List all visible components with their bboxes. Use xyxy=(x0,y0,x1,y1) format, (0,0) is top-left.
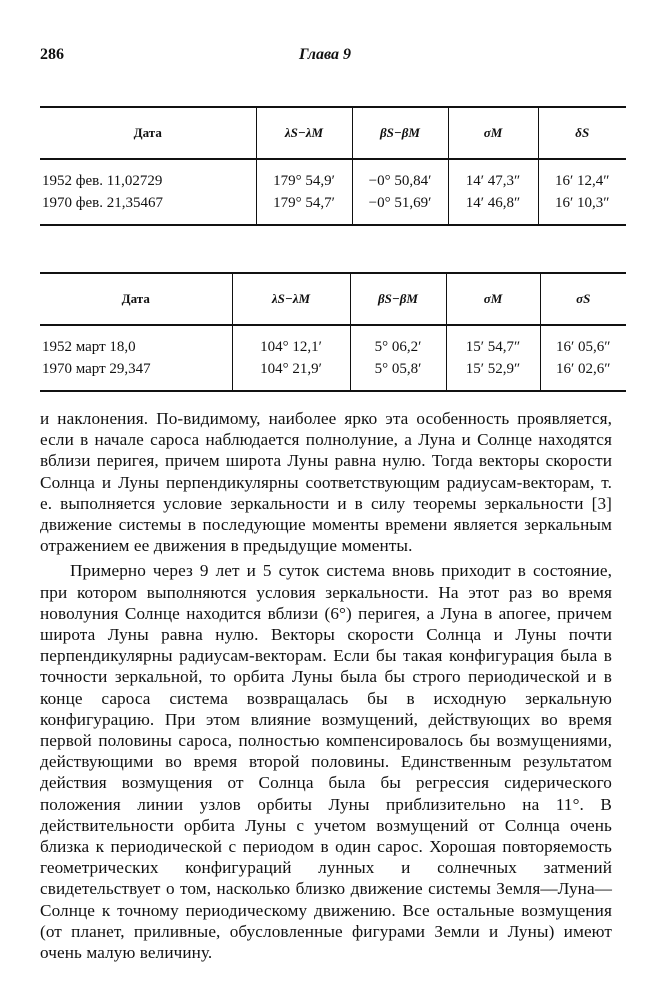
table-cell: −0° 50,84′ xyxy=(352,170,448,192)
table-cell: 16′ 02,6″ xyxy=(540,358,626,380)
table-cell: 14′ 47,3″ xyxy=(448,170,538,192)
table-row xyxy=(40,358,626,380)
table-cell: 1952 фев. 11,02729 xyxy=(42,172,163,189)
column-header: Дата xyxy=(40,107,256,159)
table-cell: 14′ 46,8″ xyxy=(448,192,538,214)
table-cell: 15′ 54,7″ xyxy=(446,336,540,358)
column-header: δS xyxy=(538,107,626,159)
table-cell: 1952 март 18,0 xyxy=(42,338,136,355)
table-row xyxy=(40,192,626,214)
paragraph: Примерно через 9 лет и 5 суток система вновь приходит в состояние, при котором выполняются условия зеркальности. На этот раз во время новолуния Солнце находится вблизи (6°) перигея, а Луна в апогее, причем широта Луны равна нулю. Векторы скорости Солнца и Луны почти перпендикулярны радиусам-векторам. Если бы такая конфигурация была в точности зеркальной, то орбита Луны была бы строго периодической и в конце сароса система возвращалась бы в исходную зеркальную конфигурацию. При этом влияние возмущений, действующих во время первой половины сароса, полностью компенсировалось бы возмущениями, действующими во время второй половины. Единственным результатом действия возмущения от Солнца была бы регрессия сидерического положения линии узлов орбиты Луны приблизительно на 11°. В действительности орбита Луны с учетом возмущений от Солнца очень близка к периодической с периодом в один сарос. Хорошая повторяемость геометрических конфигураций лунных и солнечных затмений свидетельствует о том, насколько близко движение системы Земля—Луна—Солнце к точному периодическому движению. Все остальные возмущения (от планет, приливные, обусловленные фигурами Земли и Луны) имеют очень малую величину. xyxy=(40,561,612,963)
column-header: Дата xyxy=(40,273,232,325)
column-header: βS−βM xyxy=(350,273,446,325)
table-row xyxy=(40,336,626,358)
table-cell: 5° 05,8′ xyxy=(350,358,446,380)
table-cell: 5° 06,2′ xyxy=(350,336,446,358)
table-cell: 104° 21,9′ xyxy=(232,358,350,380)
table-row xyxy=(40,170,626,192)
table-cell: 1970 фев. 21,35467 xyxy=(42,194,163,211)
data-table-2 xyxy=(40,272,626,392)
page-number: 286 xyxy=(40,46,64,63)
column-header: σM xyxy=(446,273,540,325)
column-header: σS xyxy=(540,273,626,325)
table-cell: 16′ 10,3″ xyxy=(538,192,626,214)
table-cell: 104° 12,1′ xyxy=(232,336,350,358)
table-cell: 179° 54,7′ xyxy=(256,192,352,214)
data-table-1 xyxy=(40,106,626,226)
table-cell: −0° 51,69′ xyxy=(352,192,448,214)
table-cell: 16′ 05,6″ xyxy=(540,336,626,358)
table-header-row xyxy=(40,107,626,159)
table-cell: 1970 март 29,347 xyxy=(42,360,151,377)
column-header: λS−λM xyxy=(256,107,352,159)
table-header-row xyxy=(40,273,626,325)
table-cell: 15′ 52,9″ xyxy=(446,358,540,380)
paragraph: и наклонения. По-видимому, наиболее ярко эта особенность проявляется, если в начале сароса наблюдается полнолуние, а Луна и Солнце находятся вблизи перигея, причем широта Луны равна нулю. Тогда векторы скорости Солнца и Луны перпендикулярны соответствующим радиусам-векторам, т. е. выполняется условие зеркальности и в силу теоремы зеркальности [3] движение системы в последующие моменты времени является зеркальным отражением ее движения в предыдущие моменты. xyxy=(40,409,612,556)
running-head: Глава 9 xyxy=(298,46,352,63)
table-cell: 16′ 12,4″ xyxy=(538,170,626,192)
column-header: σM xyxy=(448,107,538,159)
column-header: βS−βM xyxy=(352,107,448,159)
table-cell: 179° 54,9′ xyxy=(256,170,352,192)
body-text xyxy=(40,408,612,963)
column-header: λS−λM xyxy=(232,273,350,325)
